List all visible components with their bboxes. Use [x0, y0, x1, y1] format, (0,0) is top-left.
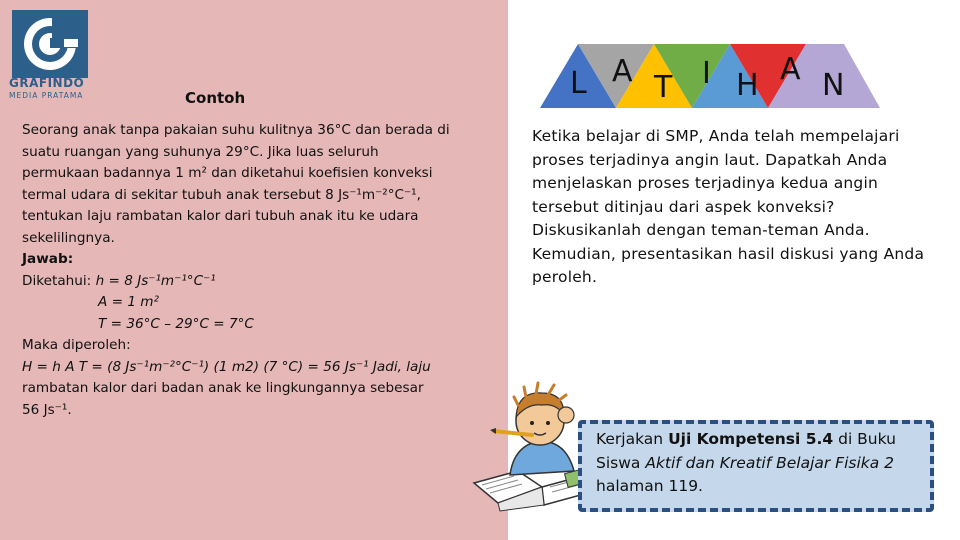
given-line [22, 271, 492, 293]
exercise-line: proses terjadinya angin laut. Dapatkah Anda [532, 150, 888, 169]
latihan-banner [540, 44, 880, 108]
problem-line: Seorang anak tanpa pakaian suhu kulitnya 36°C dan berada di [22, 122, 450, 138]
task-mid: di Buku [833, 430, 896, 448]
answer-label: Jawab: [22, 251, 74, 267]
task-book-title: Aktif dan Kreatif Belajar Fisika 2 [645, 453, 895, 472]
task-line2-prefix: Siswa [596, 453, 646, 472]
latihan-letters [540, 44, 880, 108]
exercise-line: Kemudian, presentasikan hasil diskusi yang Anda [532, 244, 925, 263]
banner-letter-a: A [612, 54, 633, 89]
exercise-line: menjelaskan proses terjadinya kedua angin [532, 174, 878, 192]
banner-letter-t: T [654, 70, 673, 105]
logo-name: GRAFINDO [9, 76, 85, 90]
exercise-body [532, 125, 942, 290]
result-label: Maka diperoleh: [22, 337, 131, 353]
result-line: 56 Js⁻¹. [22, 401, 72, 418]
problem-line: suatu ruangan yang suhunya 29°C. Jika luas seluruh [22, 143, 379, 160]
result-line: rambatan kalor dari badan anak ke lingkungannya sebesar [22, 380, 424, 396]
task-line-3: halaman 119. [596, 477, 703, 495]
given-temperature: T = 36°C – 29°C = 7°C [98, 315, 254, 332]
example-body [22, 120, 492, 421]
task-prefix: Kerjakan [596, 430, 669, 448]
task-line-1 [596, 428, 926, 452]
task-text [596, 428, 926, 499]
exercise-line: tersebut ditinjau dari aspek konveksi? [532, 197, 835, 216]
given-h: h = 8 Js⁻¹m⁻¹°C⁻¹ [95, 272, 216, 289]
example-title: Contoh [185, 89, 246, 107]
problem-line: tentukan laju rambatan kalor dari tubuh anak itu ke udara [22, 208, 419, 224]
task-line-2 [596, 452, 926, 476]
banner-letter-n: N [822, 68, 845, 103]
logo-subtitle: MEDIA PRATAMA [9, 91, 84, 100]
problem-line: sekelilingnya. [22, 229, 115, 246]
problem-line: termal udara di sekitar tubuh anak tersebut 8 Js⁻¹m⁻²°C⁻¹, [22, 186, 421, 203]
exercise-line: peroleh. [532, 268, 598, 286]
given-label: Diketahui: [22, 272, 96, 289]
banner-letter-l: L [570, 66, 587, 101]
exercise-line: Diskusikanlah dengan teman-teman Anda. [532, 221, 870, 239]
banner-letter-a2: A [780, 52, 801, 87]
problem-line: permukaan badannya 1 m² dan diketahui koefisien konveksi [22, 165, 433, 181]
task-competency: Uji Kompetensi 5.4 [668, 430, 834, 448]
banner-letter-h: H [736, 68, 759, 103]
result-line: H = h A T = (8 Js⁻¹m⁻²°C⁻¹) (1 m2) (7 °C) = 56 Js⁻¹ Jadi, laju [22, 358, 431, 375]
banner-letter-i: I [702, 56, 711, 91]
given-area: A = 1 m² [98, 294, 159, 310]
exercise-line: Ketika belajar di SMP, Anda telah mempelajari [532, 127, 900, 145]
